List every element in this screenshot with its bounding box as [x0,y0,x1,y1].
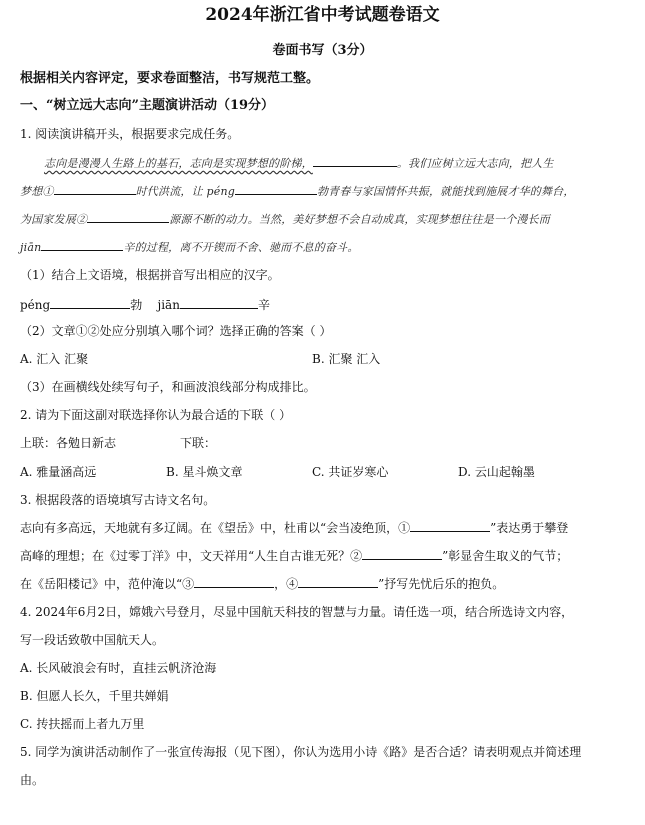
poem-blank-1[interactable] [410,519,490,532]
wavy-underlined-sentence: 志向是漫漫人生路上的基石，志向是实现梦想的阶梯， [44,157,313,170]
poem-blank-4[interactable] [298,575,378,588]
q1-stem: 1. 阅读演讲稿开头，根据要求完成任务。 [20,127,240,141]
blank-jian[interactable] [41,238,123,251]
q1-sub1-answer-row: péng 勃 jiān 辛 [20,298,270,312]
q3-line-3: 在《岳阳楼记》中，范仲淹以“③ ，④ ”抒写先忧后乐的抱负。 [20,577,505,591]
q4-option-b[interactable]: B. 但愿人长久，千里共婵娟 [20,689,169,703]
q2-option-c[interactable]: C. 共证岁寒心 [312,465,389,479]
q2-upper-line: 上联：各勉日新志 [20,436,117,450]
q2-couplet [20,434,631,452]
q5-line-2: 由。 [20,773,45,787]
q3-line-2: 高峰的理想；在《过零丁洋》中，文天祥用“人生自古谁无死？② ”彰显舍生取义的气节； [20,549,569,563]
q1-option-a[interactable]: A. 汇入 汇聚 [20,352,89,366]
q1-passage-line-1: 志向是漫漫人生路上的基石，志向是实现梦想的阶梯， 。我们应树立远大志向，把人生 [44,154,631,173]
q1-passage-line-2: 梦想① 时代洪流，让 péng 勃青春与家国情怀共振，就能找到施展才华的舞台， [20,182,631,201]
answer-blank-jian[interactable] [180,296,258,309]
q2-option-b[interactable]: B. 星斗焕文章 [166,465,243,479]
q2-lower-line: 下联： [180,436,217,450]
section-one-heading: 一、“树立远大志向”主题演讲活动（19分） [20,98,275,113]
q1-sub3: （3）在画横线处续写句子，和画波浪线部分构成排比。 [20,380,316,394]
q5-line-1: 5. 同学为演讲活动制作了一张宣传海报（见下图），你认为选用小诗《路》是否合适？请表明观点并简述理 [20,745,582,759]
q2-option-d[interactable]: D. 云山起翰墨 [458,465,535,479]
blank-1[interactable] [54,182,136,195]
q4-option-a[interactable]: A. 长风破浪会有时，直挂云帆济沧海 [20,661,217,675]
q1-sub2: （2）文章①②处应分别填入哪个词？选择正确的答案（ ） [20,324,332,338]
poem-blank-2[interactable] [362,547,442,560]
q4-line-1: 4. 2024年6月2日，嫦娥六号登月，尽显中国航天科技的智慧与力量。请任选一项，结合所选诗文内容， [20,605,574,619]
handwriting-instruction: 根据相关内容评定，要求卷面整洁，书写规范工整。 [20,71,320,86]
section-handwriting-heading: 卷面书写（3分） [272,43,373,58]
answer-blank-peng[interactable] [50,296,130,309]
q1-passage-line-4: jiān 辛的过程，离不开锲而不舍、驰而不息的奋斗。 [20,238,631,257]
blank-2[interactable] [87,210,169,223]
blank-peng[interactable] [235,182,317,195]
q3-line-1: 志向有多高远，天地就有多辽阔。在《望岳》中，杜甫以“会当凌绝顶，① ”表达勇于攀登 [20,521,569,535]
q1-sub1: （1）结合上文语境，根据拼音写出相应的汉字。 [20,268,280,282]
poem-blank-3[interactable] [194,575,274,588]
q4-line-2: 写一段话致敬中国航天人。 [20,633,165,647]
blank-continuation[interactable] [313,154,397,167]
q2-option-a[interactable]: A. 雅量涵高远 [20,465,97,479]
q1-passage-line-3: 为国家发展② 源源不断的动力。当然，美好梦想不会自动成真，实现梦想往往是一个漫长而 [20,210,631,229]
exam-title: 2024年浙江省中考试题卷语文 [205,5,440,25]
q4-option-c[interactable]: C. 抟扶摇而上者九万里 [20,717,145,731]
q1-option-b[interactable]: B. 汇聚 汇入 [312,352,381,366]
q3-stem: 3. 根据段落的语境填写古诗文名句。 [20,493,216,507]
q2-stem: 2. 请为下面这副对联选择你认为最合适的下联（ ） [20,408,292,422]
